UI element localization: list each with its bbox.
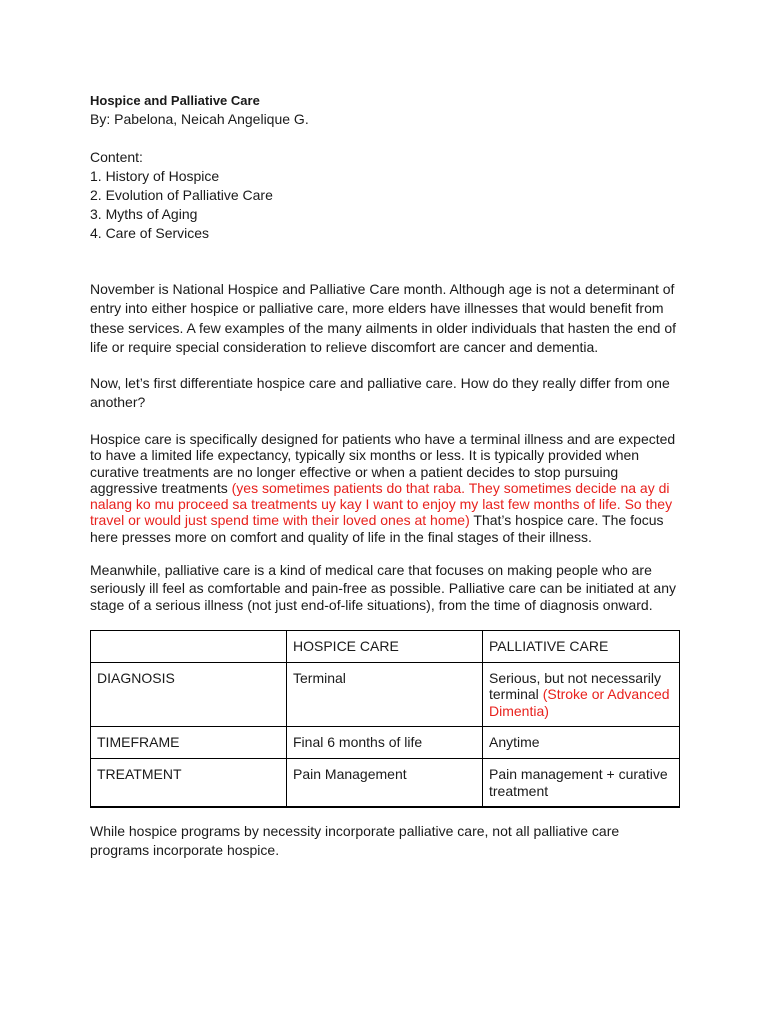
paragraph-palliative: Meanwhile, palliative care is a kind of medical care that focuses on making people who are seriously ill feel as comfortable and pain-free as possible. Palliative care can be initiated at any stage of a serious illness (not just end-of-life situations), from the time of diagnosis onward. [90,562,676,613]
contents-item: 4. Care of Services [90,225,210,241]
contents-label: Content: [90,149,143,165]
comparison-table [90,630,680,808]
table-header-cell: HOSPICE CARE [287,631,483,663]
document-title: Hospice and Palliative Care [90,93,260,108]
palliative-diagnosis-note: (Stroke or Advanced Dimentia) [489,686,670,719]
paragraph-question: Now, let’s first differentiate hospice care and palliative care. How do they really differ from one another? [90,375,670,410]
table-row [91,662,680,727]
table-cell-label: TIMEFRAME [91,727,287,759]
table-row [91,727,680,759]
table-cell-label: DIAGNOSIS [91,662,287,727]
palliative-diagnosis-text: Serious, but not necessarily terminal [489,669,661,702]
table-header-row [91,631,680,663]
table-cell-palliative [483,662,680,727]
table-cell-label: TREATMENT [91,759,287,808]
contents-item: 1. History of Hospice [90,168,220,184]
hospice-red-note: (yes sometimes patients do that raba. They sometimes decide na ay di nalang ko mu proceed sa treatments uy kay I want to enjoy my last few months of life. So they travel or would just spend time with their loved ones at home) [90,479,673,529]
author-line: By: Pabelona, Neicah Angelique G. [90,111,309,127]
table-cell-hospice: Final 6 months of life [287,727,483,759]
table-header-cell [91,631,287,663]
table-cell-palliative: Pain management + curative treatment [483,759,680,808]
table-cell-hospice: Terminal [287,662,483,727]
contents-item: 3. Myths of Aging [90,206,198,222]
hospice-text-a: Hospice care is specifically designed for patients who have a terminal illness and are expected to have a limited life expectancy, typically six months or less. It is typically provided when curative treatments are no longer effective or when a patient decides to stop pursuing aggressive treatments [90,431,676,496]
paragraph-conclusion: While hospice programs by necessity incorporate palliative care, not all palliative care programs incorporate hospice. [90,823,620,858]
hospice-text-b: That’s hospice care. The focus here presses more on comfort and quality of life in the final stages of their illness. [90,512,664,545]
contents-list [90,148,680,243]
paragraph-hospice [90,431,680,545]
table-cell-palliative: Anytime [483,727,680,759]
table-header-cell: PALLIATIVE CARE [483,631,680,663]
paragraph-intro: November is National Hospice and Palliative Care month. Although age is not a determinant of entry into either hospice or palliative care, more elders have illnesses that would benefit from these services. A few examples of the many ailments in older individuals that hasten the end of life or require special consideration to relieve discomfort are cancer and dementia. [90,281,676,355]
table-cell-hospice: Pain Management [287,759,483,808]
table-row [91,759,680,808]
contents-item: 2. Evolution of Palliative Care [90,187,273,203]
